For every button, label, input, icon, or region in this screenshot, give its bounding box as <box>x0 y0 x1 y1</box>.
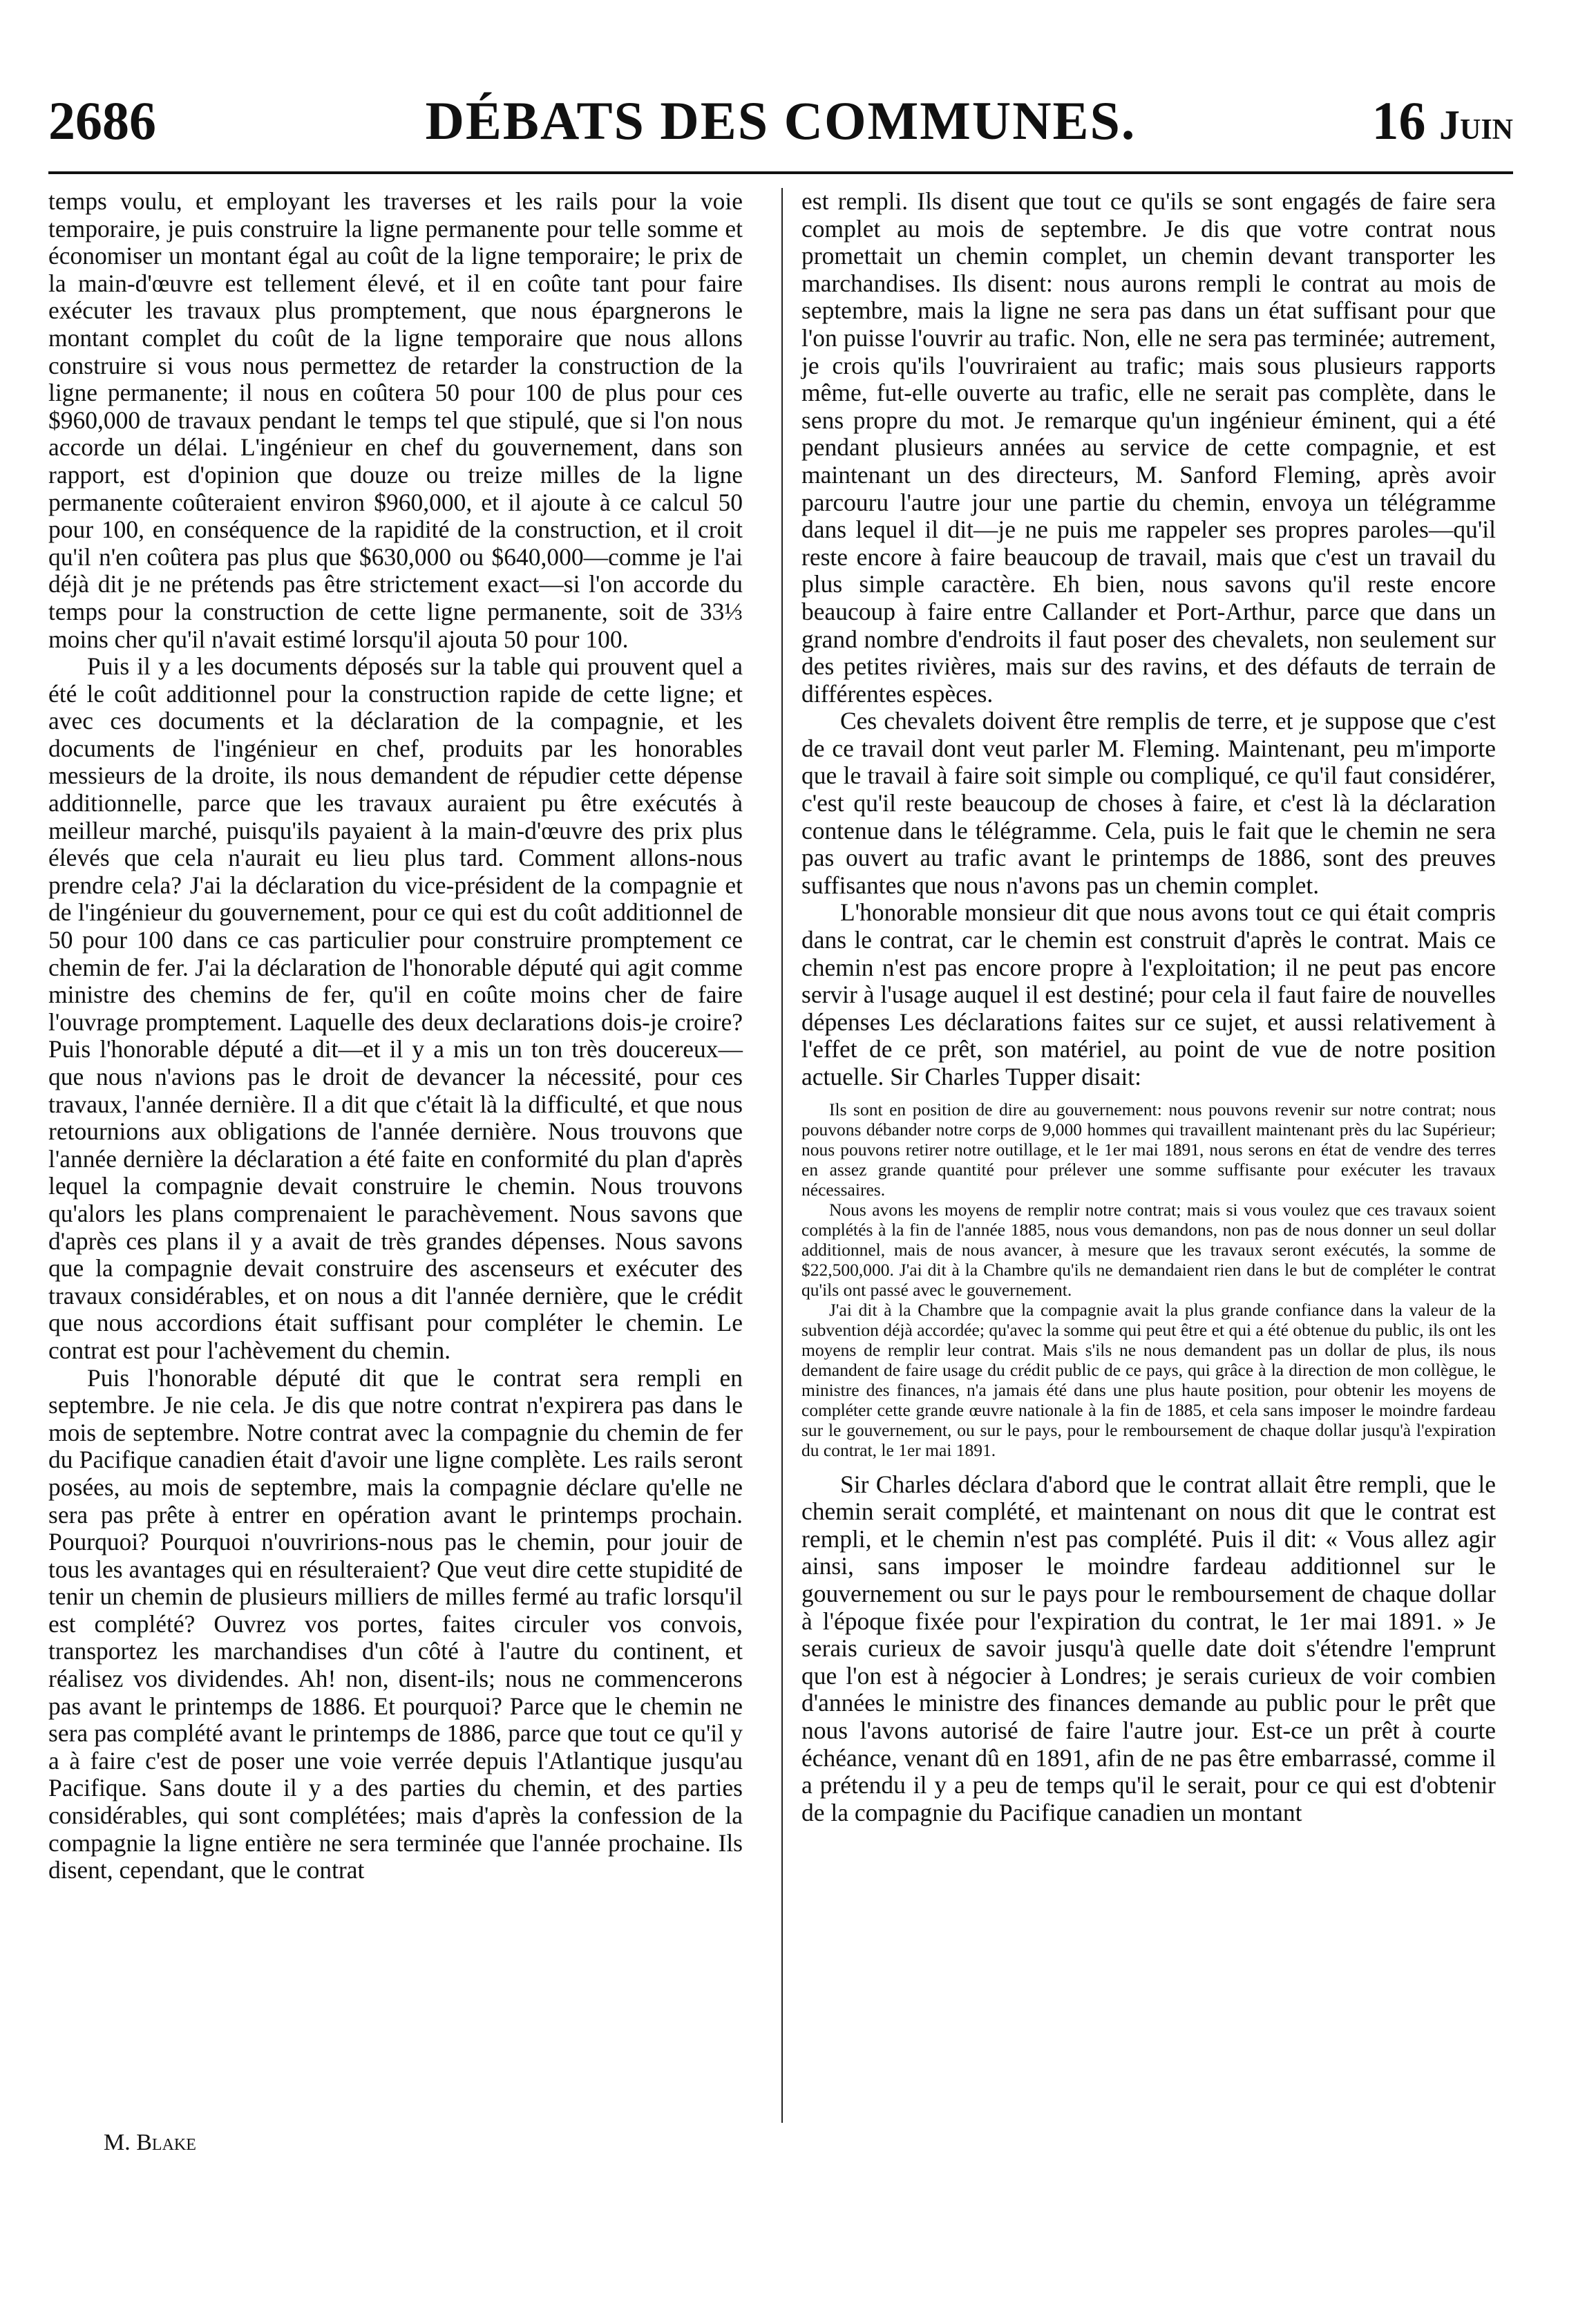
column-divider <box>781 188 783 2123</box>
paragraph: L'honorable monsieur dit que nous avons tout ce qui était compris dans le contrat, car le chemin est construit d'après le contrat. Mais ce chemin n'est pas encore propre à l'exploitation; il ne peut pas encore servir à l'usage auquel il est destiné; pour cela il faut faire de nouvelles dépenses Les déclarations faites sur ce sujet, et aussi relativement à l'effet de ce prêt, son matériel, au point de vue de notre position actuelle. Sir Charles Tupper disait: <box>801 898 1496 1090</box>
block-quote <box>801 1099 1496 1460</box>
paragraph: est rempli. Ils disent que tout ce qu'ils se sont engagés de faire sera complet au mois de septembre. Je dis que votre contrat nous promettait un chemin complet, un chemin devant transporter les marchandises. Ils disent: nous aurons rempli le contrat au mois de septembre, mais la ligne ne sera pas dans un état suffisant pour que l'on puisse l'ouvrir au trafic. Non, elle ne sera pas terminée; autrement, je crois qu'ils l'ouvriraient au trafic; mais sous plusieurs rapports même, fut-elle ouverte au trafic, elle ne serait pas complète, dans le sens propre du mot. Je remarque qu'un ingénieur éminent, qui a été pendant plusieurs années au service de cette compagnie, et est maintenant un des directeurs, M. Sanford Fleming, après avoir parcouru l'autre jour une partie du chemin, envoya un télégramme dans lequel il dit—je ne puis me rappeler ses propres paroles—qu'il reste encore à faire beaucoup de travail, mais que c'est un travail du plus simple caractère. Eh bien, nous savons qu'il reste encore beaucoup à faire entre Callander et Port-Arthur, parce que dans un grand nombre d'endroits il faut poser des chevalets, non seulement sur des petites rivières, mais sur des ravins, et des défauts de terrain de différentes espèces. <box>801 187 1496 708</box>
date-month: Juin <box>1438 102 1513 148</box>
page-header <box>48 90 1513 166</box>
page-title: DÉBATS DES COMMUNES. <box>425 91 1137 151</box>
date-day: 16 <box>1371 91 1426 151</box>
page-date <box>1371 90 1513 152</box>
page-number: 2686 <box>48 91 156 151</box>
paragraph: Sir Charles déclara d'abord que le contrat allait être rempli, que le chemin serait complété, et maintenant on nous dit que le contrat est rempli, et le chemin n'est pas complété. Puis il dit: « Vous allez agir ainsi, sans imposer le moindre fardeau additionnel sur le gouvernement ou sur le pays pour le remboursement de chaque dollar à l'époque fixée pour l'expiration du contrat, le 1er mai 1891. » Je serais curieux de savoir jusqu'à quelle date doit s'étendre l'emprunt que l'on est à négocier à Londres; je serais curieux de voir combien d'années le ministre des finances demande au public pour le prêt que nous l'avons autorisé de faire l'autre jour. Est-ce un prêt à courte échéance, venant dû en 1891, afin de ne pas être embarrassé, comme il a prétendu il y a peu de temps qu'il le serait, pour ce qui est d'obtenir de la compagnie du Pacifique canadien un montant <box>801 1470 1496 1826</box>
paragraph: Puis il y a les documents déposés sur la table qui prouvent quel a été le coût additionnel pour la construction rapide de cette ligne; et avec ces documents et la déclaration de la compagnie, et les documents de l'ingénieur en chef, produits par les honorables messieurs de la droite, ils nous demandent de répudier cette dépense additionnelle, parce que les travaux auraient pu être exécutés à meilleur marché, puisqu'ils payaient à la main-d'œuvre des prix plus élevés que cela n'aurait eu lieu plus tard. Comment allons-nous prendre cela? J'ai la déclaration du vice-président de la compagnie et de l'ingénieur du gouvernement, pour ce qui est du coût additionnel de 50 pour 100 dans ce cas particulier pour construire promptement ce chemin de fer. J'ai la déclaration de l'honorable député qui agit comme ministre des chemins de fer, qu'il en coûte moins cher de faire l'ouvrage promptement. Laquelle des deux declarations dois-je croire? Puis l'honorable député a dit—et il y a mis un ton très doucereux—que nous n'avions pas le droit de devancer la nécessité, pour ces travaux, l'année dernière. Il a dit que c'était là la difficulté, et que nous retournions aux obligations de l'année dernière. Nous trouvons que l'année dernière la déclaration a été faite en conformité du plan d'après lequel la compagnie devait construire le chemin. Nous trouvons qu'alors les plans comprenaient le parachèvement. Nous savons que d'après ces plans il y a avait de très grandes dépenses. Nous savons que la compagnie devait construire des ascenseurs et exécuter des travaux considérables, et on nous a dit l'année dernière, que le crédit que nous accordions était suffisant pour compléter le chemin. Le contrat est pour l'achèvement du chemin. <box>48 652 743 1364</box>
quote-paragraph: J'ai dit à la Chambre que la compagnie avait la plus grande confiance dans la valeur de la subvention déjà accordée; qu'avec la somme qui peut être et qui a été obtenue du public, ils ont les moyens de remplir leur contrat. Mais s'ils ne nous demandent pas un dollar de plus, ils nous demandent de faire usage du crédit public de ce pays, qui grâce à la direction de mon collègue, le ministre des finances, n'a jamais été dans une plus haute position, pour obtenir les moyens de compléter cette grande œuvre nationale à la fin de 1885, et cela sans imposer le moindre fardeau sur le gouvernement, ou sur le pays, pour le remboursement de chaque dollar jusqu'à l'expiration du contrat, le 1er mai 1891. <box>801 1299 1496 1460</box>
left-column <box>48 188 743 1884</box>
paragraph: temps voulu, et employant les traverses et les rails pour la voie temporaire, je puis construire la ligne permanente pour telle somme et économiser un montant égal au coût de la ligne temporaire; le prix de la main-d'œuvre est tellement élevé, et il en coûte tant pour faire exécuter les travaux plus promptement, que nous épargnerons le montant complet du coût de la ligne temporaire que nous allons construire si vous nous permettez de retarder la construction de la ligne permanente; il nous en coûtera 50 pour 100 de plus pour ces $960,000 de travaux pendant le temps tel que stipulé, que si l'on nous accorde un délai. L'ingénieur en chef du gouvernement, dans son rapport, est d'opinion que douze ou treize milles de la ligne permanente coûteraient environ $960,000, et il ajoute à ce calcul 50 pour 100, en conséquence de la rapidité de la construction, et il croit qu'il n'en coûtera pas plus que $630,000 ou $640,000—comme je l'ai déjà dit je ne prétends pas être strictement exact—si l'on accorde du temps pour la construction de cette ligne permanente, soit de 33⅓ moins cher qu'il n'avait estimé lorsqu'il ajouta 50 pour 100. <box>48 187 743 653</box>
speaker-footer: M. Blake <box>104 2130 196 2155</box>
paragraph: Ces chevalets doivent être remplis de terre, et je suppose que c'est de ce travail dont veut parler M. Fleming. Maintenant, peu m'importe que le travail à faire soit simple ou compliqué, ce qu'il faut considérer, c'est qu'il reste beaucoup de choses à faire, et c'est là la déclaration contenue dans le télégramme. Cela, puis le fait que le chemin ne sera pas ouvert au trafic avant le printemps de 1886, sont des preuves suffisantes que nous n'avons pas un chemin complet. <box>801 707 1496 899</box>
right-column <box>801 188 1496 1826</box>
quote-paragraph: Ils sont en position de dire au gouvernement: nous pouvons revenir sur notre contrat; nous pouvons débander notre corps de 9,000 hommes qui travaillent maintenant près du lac Supérieur; nous pouvons retirer notre outillage, et le 1er mai 1891, nous serons en état de vendre des terres en assez grande quantité pour prélever une somme suffisante pour exécuter les travaux nécessaires. <box>801 1099 1496 1200</box>
header-rule <box>48 171 1513 174</box>
paragraph: Puis l'honorable député dit que le contrat sera rempli en septembre. Je nie cela. Je dis que notre contrat n'expirera pas dans le mois de septembre. Notre contrat avec la compagnie du chemin de fer du Pacifique canadien était d'avoir une ligne complète. Les rails seront posées, au mois de septembre, mais la compagnie déclare qu'elle ne sera pas prête à entrer en opération avant le printemps prochain. Pourquoi? Pourquoi n'ouvririons-nous pas le chemin, pour jouir de tous les avantages qui en résulteraient? Que veut dire cette stupidité de tenir un chemin de plusieurs milliers de milles fermé au trafic lorsqu'il est complété? Ouvrez vos portes, faites circuler vos convois, transportez les marchandises d'un côté à l'autre du continent, et réalisez vos dividendes. Ah! non, disent-ils; nous ne commencerons pas avant le printemps de 1886. Et pourquoi? Parce que le chemin ne sera pas complété avant le printemps de 1886, parce que tout ce qu'il y a à faire c'est de poser une voie verrée depuis l'Atlantique jusqu'au Pacifique. Sans doute il y a des parties du chemin, et des parties considérables, qui sont complétées; mais d'après la confession de la compagnie la ligne entière ne sera terminée que l'année prochaine. Ils disent, cependant, que le contrat <box>48 1363 743 1884</box>
quote-paragraph: Nous avons les moyens de remplir notre contrat; mais si vous voulez que ces travaux soient complétés à la fin de l'année 1885, nous vous demandons, non pas de nous donner un seul dollar additionnel, mais de nous avancer, à mesure que les travaux seront exécutés, la somme de $22,500,000. J'ai dit à la Chambre qu'ils ne demandaient rien dans le but de compléter le contrat qu'ils ont passé avec le gouvernement. <box>801 1199 1496 1300</box>
